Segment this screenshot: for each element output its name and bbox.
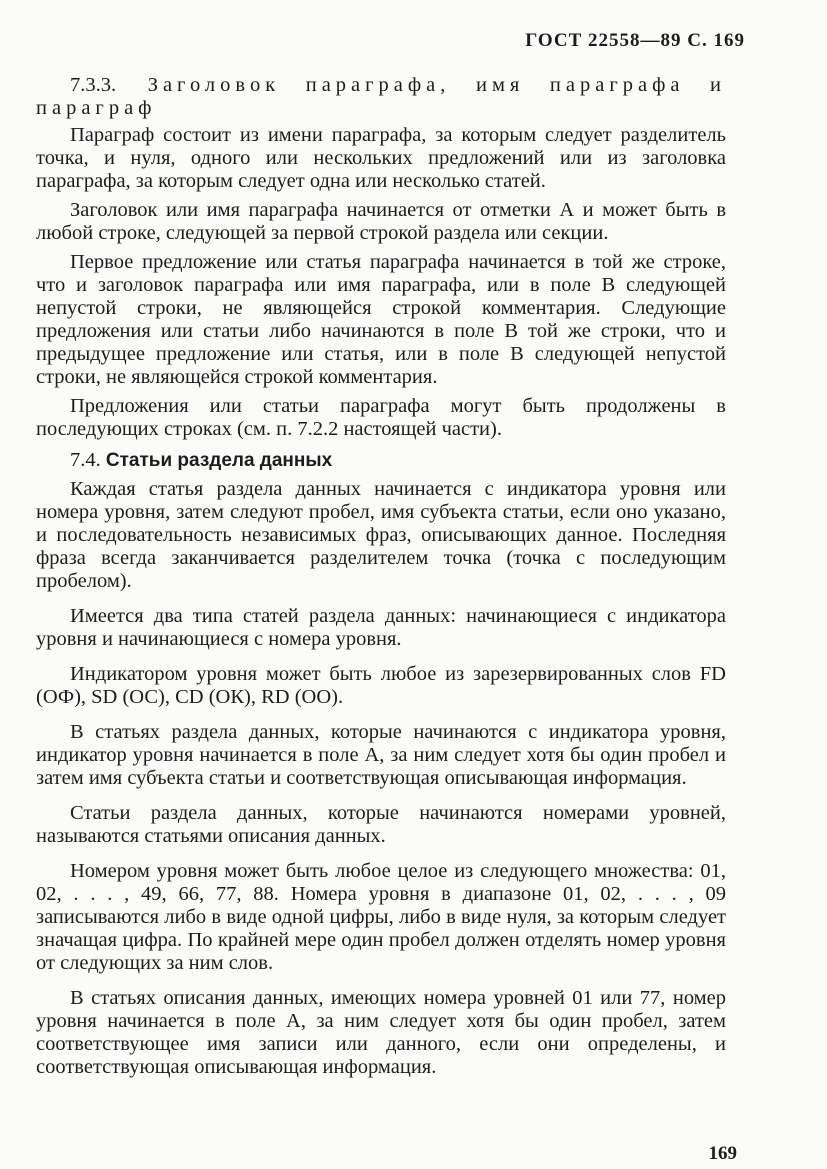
paragraph: Номером уровня может быть любое целое из следующего множества: 01, 02, . . . , 49, 66, 77, 88. Номера уровня в диапазоне 01, 02, . . . , 09 записываются либо в виде одной цифры, либо в виде нуля, за которым следует значащая цифра. По крайней мере один пробел должен отделять номер уровня от следующих за ним слов. (36, 860, 726, 974)
page-content (36, 74, 726, 1085)
section-heading-7-3-3 (36, 74, 726, 120)
page-number: 169 (708, 1143, 737, 1164)
paragraph: Заголовок или имя параграфа начинается от отметки А и может быть в любой строке, следующей за первой строкой раздела или секции. (36, 199, 726, 244)
paragraph: Каждая статья раздела данных начинается с индикатора уровня или номера уровня, затем следуют пробел, имя субъекта статьи, если оно указано, и последовательность независимых фраз, описывающих данное. Последняя фраза всегда заканчивается разделителем точка (точка с последующим пробелом). (36, 478, 726, 592)
paragraph: Параграф состоит из имени параграфа, за которым следует разделитель точка, и нуля, одного или нескольких предложений или из заголовка параграфа, за которым следует одна или несколько статей. (36, 124, 726, 192)
section-title: Статьи раздела данных (105, 450, 333, 471)
paragraph: Первое предложение или статья параграфа начинается в той же строке, что и заголовок параграфа или имя параграфа, или в поле В следующей непустой строки, не являющейся строкой комментария. Следующие предложения или статьи либо начинаются в поле В той же строки, что и предыдущее предложение или статья, или в поле В следующей непустой строки, не являющейся строкой комментария. (36, 251, 726, 388)
paragraph: Статьи раздела данных, которые начинаются номерами уровней, называются статьями описания данных. (36, 802, 726, 847)
section-number: 7.4. (70, 449, 101, 471)
paragraph: В статьях раздела данных, которые начинаются с индикатора уровня, индикатор уровня начинается в поле А, за ним следует хотя бы один пробел и затем имя субъекта статьи и соответствующая описывающая информация. (36, 721, 726, 789)
paragraph: Предложения или статьи параграфа могут быть продолжены в последующих строках (см. п. 7.2.2 настоящей части). (36, 395, 726, 440)
section-heading-7-4 (36, 449, 726, 472)
page-header: ГОСТ 22558—89 С. 169 (525, 30, 745, 51)
section-number: 7.3.3. (70, 74, 117, 96)
section-title: Заголовок параграфа, имя параграфа и параграф (36, 74, 726, 119)
paragraph: Индикатором уровня может быть любое из зарезервированных слов FD (ОФ), SD (ОС), CD (ОК), RD (ОО). (36, 663, 726, 708)
paragraph: Имеется два типа статей раздела данных: начинающиеся с индикатора уровня и начинающиеся с номера уровня. (36, 605, 726, 650)
paragraph: В статьях описания данных, имеющих номера уровней 01 или 77, номер уровня начинается в поле А, за ним следует хотя бы один пробел, затем соответствующее имя записи или данного, если они определены, и соответствующая описывающая информация. (36, 987, 726, 1078)
